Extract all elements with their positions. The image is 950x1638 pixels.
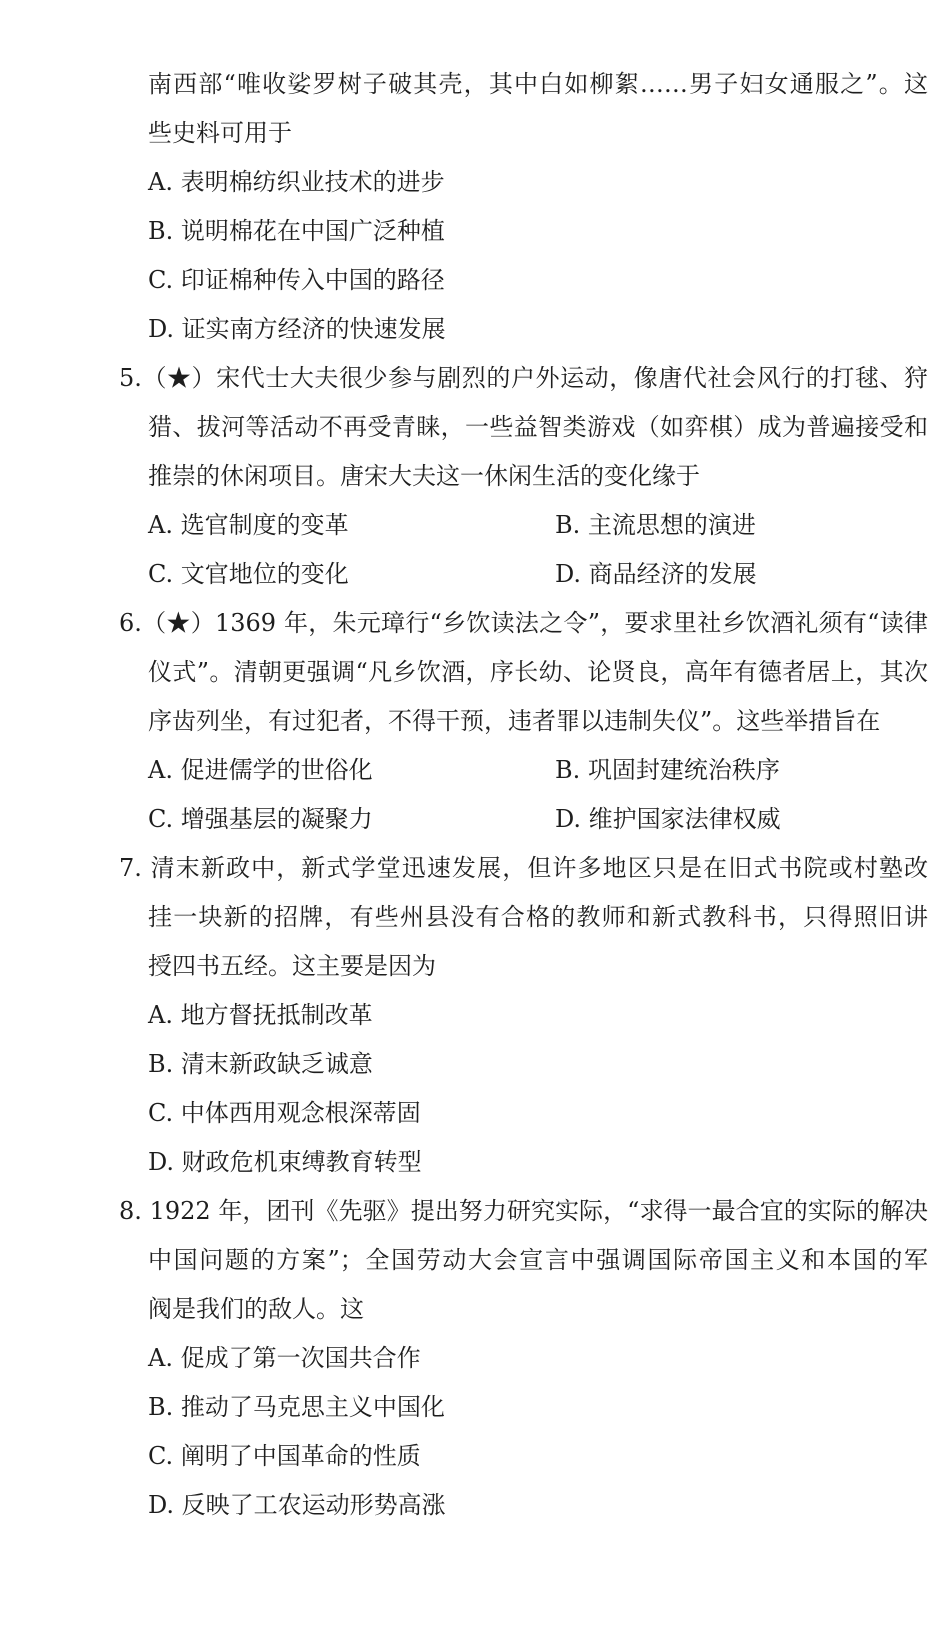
question-5-option-c: C. 文官地位的变化 — [148, 560, 349, 588]
question-7-option-a: A. 地方督抚抵制改革 — [148, 1001, 373, 1029]
question-8-option-c: C. 阐明了中国革命的性质 — [148, 1442, 421, 1470]
question-4-stem-line-1: 南西部“唯收娑罗树子破其壳，其中白如柳絮……男子妇女通服之”。这 — [148, 70, 928, 98]
question-6-option-c: C. 增强基层的凝聚力 — [148, 805, 373, 833]
question-6-stem-line-1: 6.（★）1369 年，朱元璋行“乡饮读法之令”，要求里社乡饮酒礼须有“读律 — [119, 609, 928, 637]
question-7-stem-line-3: 授四书五经。这主要是因为 — [148, 952, 436, 980]
question-5-option-a: A. 选官制度的变革 — [148, 511, 349, 539]
question-5-stem-line-1: 5.（★）宋代士大夫很少参与剧烈的户外运动，像唐代社会风行的打毬、狩 — [119, 364, 928, 392]
question-6-option-b: B. 巩固封建统治秩序 — [555, 756, 780, 784]
question-7-stem-line-1: 7. 清末新政中，新式学堂迅速发展，但许多地区只是在旧式书院或村塾改 — [119, 854, 928, 882]
question-4-stem-line-2: 些史料可用于 — [148, 119, 292, 147]
question-7-stem-line-2: 挂一块新的招牌，有些州县没有合格的教师和新式教科书，只得照旧讲 — [148, 903, 928, 931]
question-8-stem-line-3: 阀是我们的敌人。这 — [148, 1295, 364, 1323]
question-7-option-b: B. 清末新政缺乏诚意 — [148, 1050, 373, 1078]
question-5-stem-line-2: 猎、拔河等活动不再受青睐，一些益智类游戏（如弈棋）成为普遍接受和 — [148, 413, 928, 441]
question-5-option-d: D. 商品经济的发展 — [555, 560, 757, 588]
question-4-option-b: B. 说明棉花在中国广泛种植 — [148, 217, 445, 245]
question-4-option-d: D. 证实南方经济的快速发展 — [148, 315, 446, 343]
question-8-option-d: D. 反映了工农运动形势高涨 — [148, 1491, 446, 1519]
question-6-stem-line-2: 仪式”。清朝更强调“凡乡饮酒，序长幼、论贤良，高年有德者居上，其次 — [148, 658, 928, 686]
question-8-stem-line-1: 8. 1922 年，团刊《先驱》提出努力研究实际，“求得一最合宜的实际的解决 — [119, 1197, 928, 1225]
question-7-option-c: C. 中体西用观念根深蒂固 — [148, 1099, 421, 1127]
question-6-stem-line-3: 序齿列坐，有过犯者，不得干预，违者罪以违制失仪”。这些举措旨在 — [148, 707, 881, 735]
question-6-option-d: D. 维护国家法律权威 — [555, 805, 781, 833]
question-7-option-d: D. 财政危机束缚教育转型 — [148, 1148, 422, 1176]
question-5-option-b: B. 主流思想的演进 — [555, 511, 756, 539]
question-4-option-c: C. 印证棉种传入中国的路径 — [148, 266, 445, 294]
question-8-stem-line-2: 中国问题的方案”；全国劳动大会宣言中强调国际帝国主义和本国的军 — [148, 1246, 928, 1274]
question-5-stem-line-3: 推崇的休闲项目。唐宋大夫这一休闲生活的变化缘于 — [148, 462, 700, 490]
question-8-option-a: A. 促成了第一次国共合作 — [148, 1344, 421, 1372]
question-8-option-b: B. 推动了马克思主义中国化 — [148, 1393, 445, 1421]
question-6-option-a: A. 促进儒学的世俗化 — [148, 756, 373, 784]
question-4-option-a: A. 表明棉纺织业技术的进步 — [148, 168, 445, 196]
